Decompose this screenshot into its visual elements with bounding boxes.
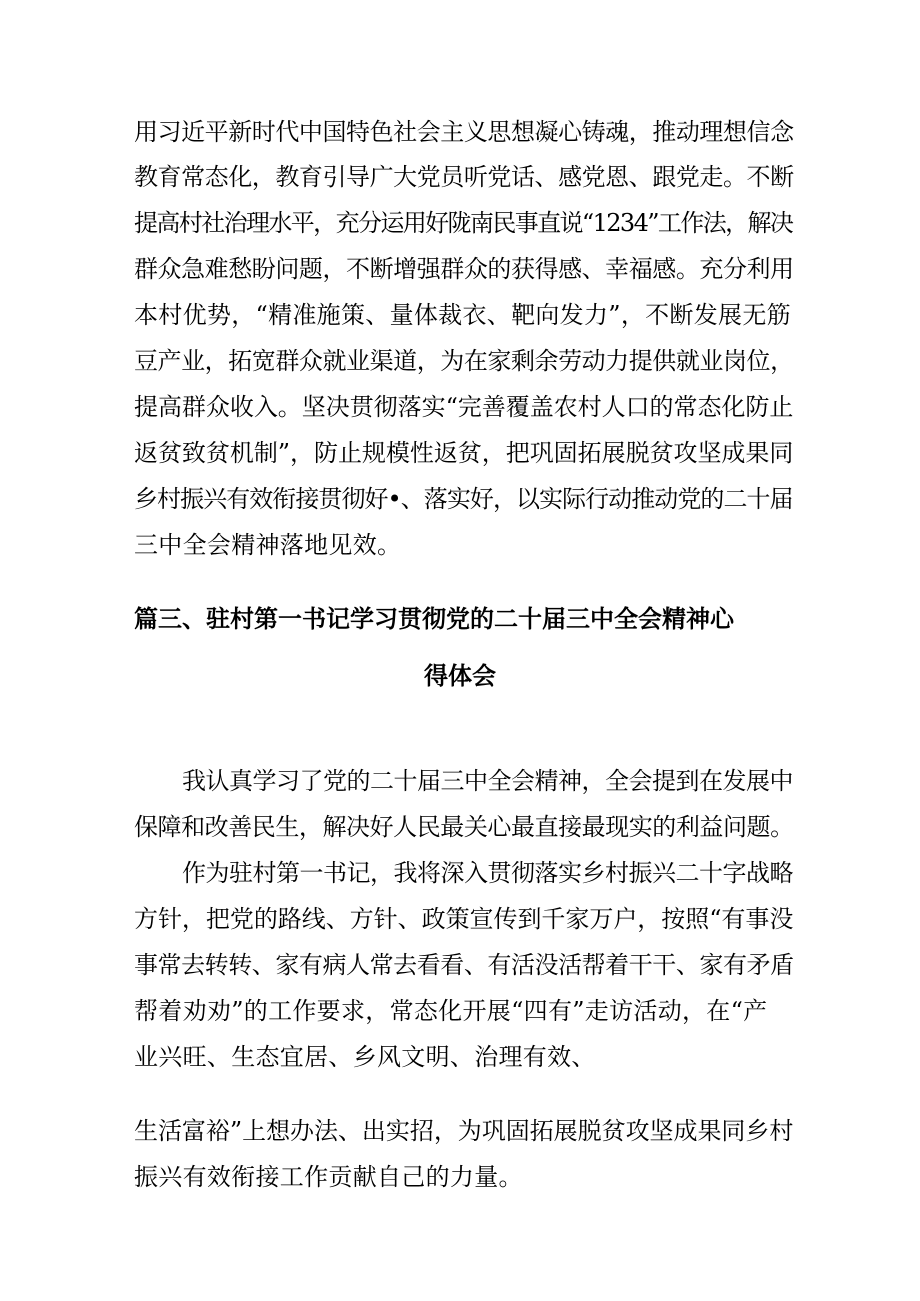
paragraph-1-line-3: 提高村社治理水平，充分运用好陇南民事直说“1234”工作法，解决 bbox=[134, 209, 793, 237]
paragraph-3-line-1: 作为驻村第一书记，我将深入贯彻落实乡村振兴二十字战略 bbox=[182, 859, 793, 887]
paragraph-1-line-10: 三中全会精神落地见效。 bbox=[134, 531, 402, 559]
paragraph-1-line-6: 豆产业，拓宽群众就业渠道，为在家剩余劳动力提供就业岗位， bbox=[134, 347, 794, 375]
paragraph-1-line-5: 本村优势，“精准施策、量体裁衣、靶向发力”，不断发展无筋 bbox=[134, 301, 791, 329]
paragraph-4-line-2: 振兴有效衔接工作贡献自己的力量。 bbox=[134, 1163, 523, 1191]
paragraph-2-line-1: 我认真学习了党的二十届三中全会精神，全会提到在发展中 bbox=[182, 767, 793, 795]
paragraph-4-line-1: 生活富裕”上想办法、出实招，为巩固拓展脱贫攻坚成果同乡村 bbox=[134, 1117, 794, 1145]
paragraph-1-line-1: 用习近平新时代中国特色社会主义思想凝心铸魂，推动理想信念 bbox=[134, 118, 794, 146]
paragraph-1-line-4: 群众急难愁盼问题，不断增强群众的获得感、幸福感。充分利用 bbox=[134, 255, 794, 283]
paragraph-3-line-4: 帮着劝劝”的工作要求，常态化开展“四有”走访活动，在“产 bbox=[134, 997, 768, 1025]
paragraph-1-line-7: 提高群众收入。坚决贯彻落实“完善覆盖农村人口的常态化防止 bbox=[134, 393, 794, 421]
paragraph-1-line-8: 返贫致贫机制”，防止规模性返贫，把巩固拓展脱贫攻坚成果同 bbox=[134, 439, 794, 467]
section-heading-line-2: 得体会 bbox=[424, 662, 496, 690]
paragraph-3-line-2: 方针，把党的路线、方针、政策宣传到千家万户，按照“有事没 bbox=[134, 905, 794, 933]
paragraph-2-line-2: 保障和改善民生，解决好人民最关心最直接最现实的利益问题。 bbox=[134, 813, 794, 841]
paragraph-1-line-2: 教育常态化，教育引导广大党员听党话、感党恩、跟党走。不断 bbox=[134, 163, 794, 191]
section-heading-line-1: 篇三、驻村第一书记学习贯彻党的二十届三中全会精神心 bbox=[134, 605, 734, 633]
paragraph-3-line-5: 业兴旺、生态宜居、乡风文明、治理有效、 bbox=[134, 1043, 596, 1071]
paragraph-3-line-3: 事常去转转、家有病人常去看看、有活没活帮着干干、家有矛盾 bbox=[134, 951, 794, 979]
paragraph-1-line-9: 乡村振兴有效衔接贯彻好•、落实好，以实际行动推动党的二十届 bbox=[134, 485, 793, 513]
